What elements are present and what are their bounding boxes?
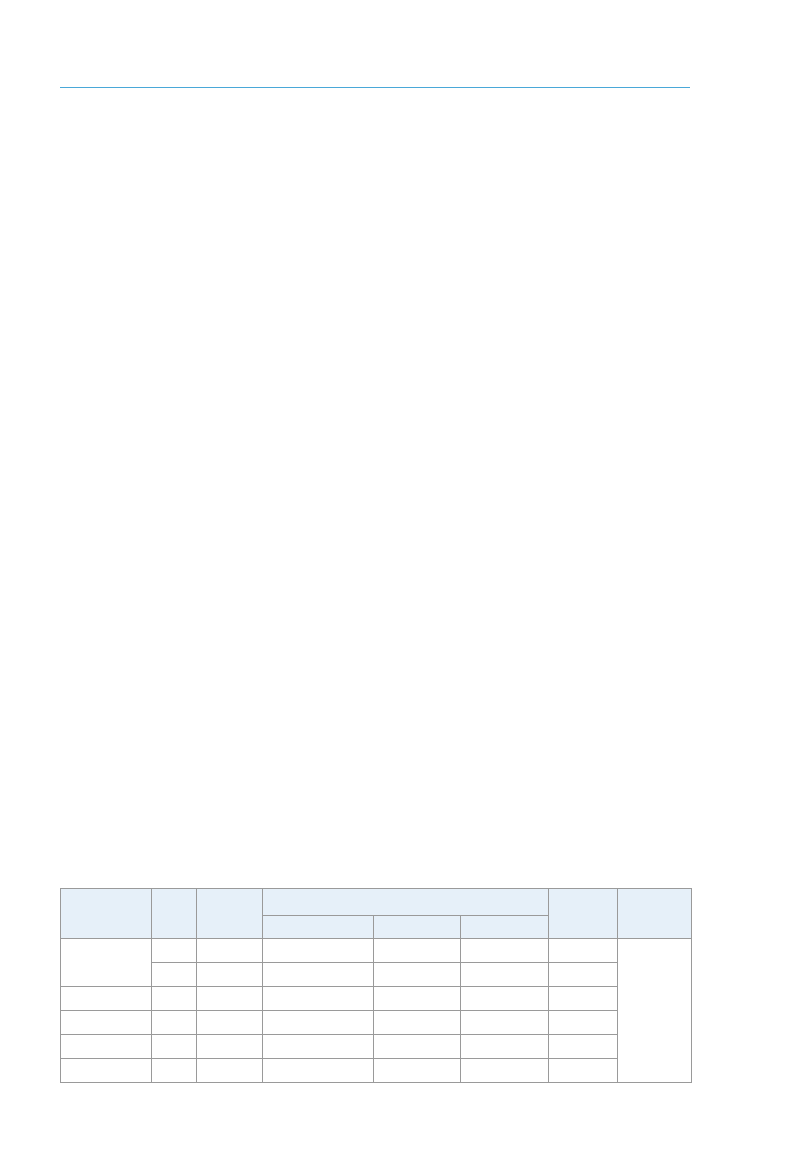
- cell-order: [549, 1059, 618, 1083]
- cell-subtotal: [374, 939, 461, 963]
- cell-subtotal: [374, 1035, 461, 1059]
- cell-weight: [461, 1011, 549, 1035]
- cell-method: [618, 939, 692, 1083]
- cell-name: [61, 1011, 152, 1035]
- cell-weight: [461, 939, 549, 963]
- cell-weight: [461, 1035, 549, 1059]
- col-header-order: [549, 889, 618, 939]
- table-row: [61, 963, 692, 987]
- table-row: [61, 1059, 692, 1083]
- cell-spacing: [196, 939, 262, 963]
- cell-order: [549, 1035, 618, 1059]
- cell-subtotal: [374, 1059, 461, 1083]
- cell-name: [61, 987, 152, 1011]
- cell-count: [151, 987, 196, 1011]
- cell-count: [151, 939, 196, 963]
- cell-weight: [461, 987, 549, 1011]
- cell-per-hole: [262, 1011, 374, 1035]
- cell-spacing: [196, 987, 262, 1011]
- cell-order: [549, 939, 618, 963]
- cell-order: [549, 963, 618, 987]
- cell-count: [151, 1011, 196, 1035]
- cell-spacing: [196, 1011, 262, 1035]
- col-header-weight: [461, 916, 549, 939]
- col-header-charge: [262, 889, 549, 916]
- cell-weight: [461, 963, 549, 987]
- col-header-name: [61, 889, 152, 939]
- col-header-method: [618, 889, 692, 939]
- cell-spacing: [196, 1059, 262, 1083]
- cell-subtotal: [374, 987, 461, 1011]
- cell-name: [61, 939, 152, 987]
- cell-subtotal: [374, 1011, 461, 1035]
- col-header-count: [151, 889, 196, 939]
- col-header-per-hole: [262, 916, 374, 939]
- cell-count: [151, 1035, 196, 1059]
- table-row: [61, 1011, 692, 1035]
- col-header-subtotal: [374, 916, 461, 939]
- cell-weight: [461, 1059, 549, 1083]
- cell-subtotal: [374, 963, 461, 987]
- col-header-spacing: [196, 889, 262, 939]
- cell-per-hole: [262, 1059, 374, 1083]
- table-row: [61, 987, 692, 1011]
- table-row: [61, 1035, 692, 1059]
- cell-order: [549, 987, 618, 1011]
- cell-name: [61, 1035, 152, 1059]
- cell-spacing: [196, 1035, 262, 1059]
- cell-name: [61, 1059, 152, 1083]
- cell-spacing: [196, 963, 262, 987]
- cell-per-hole: [262, 987, 374, 1011]
- cell-count: [151, 1059, 196, 1083]
- table-row: [61, 939, 692, 963]
- cell-per-hole: [262, 963, 374, 987]
- blasting-parameter-table: [60, 888, 692, 1083]
- cell-per-hole: [262, 1035, 374, 1059]
- cell-count: [151, 963, 196, 987]
- cell-order: [549, 1011, 618, 1035]
- cell-per-hole: [262, 939, 374, 963]
